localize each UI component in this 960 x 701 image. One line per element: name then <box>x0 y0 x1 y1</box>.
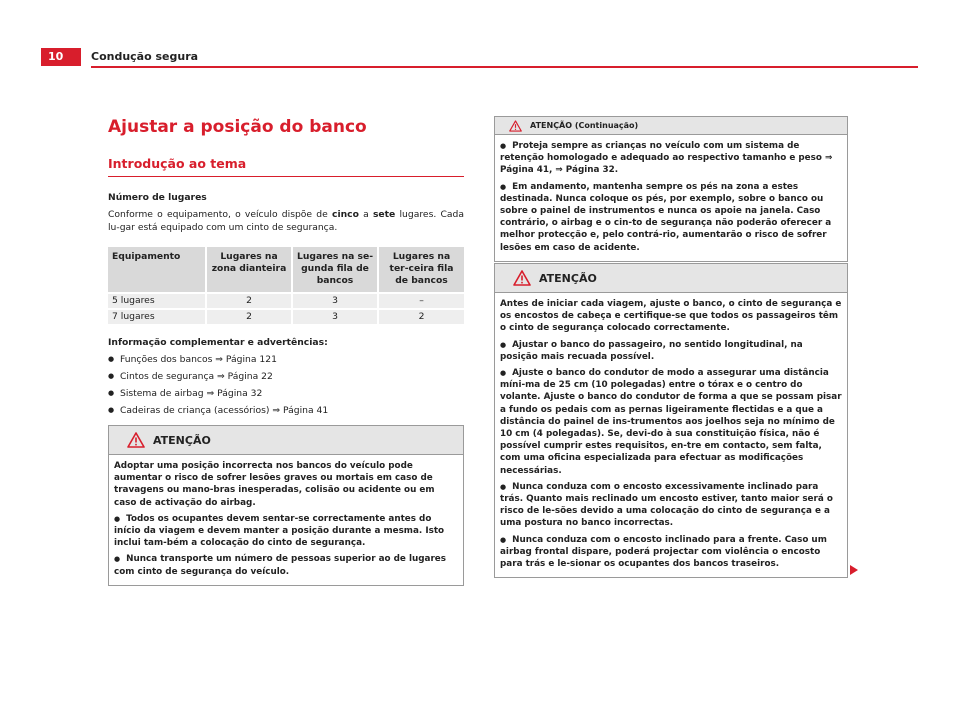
warning-bullet: ● Em andamento, mantenha sempre os pés na zona a estes destinada. Nunca coloque os pés, por exemplo, sobre o banco ou sobre o painel de instrumentos e nunca os apoie na janela. Caso contrário, o airbag e o cin-to de segurança não poderão oferecer a melhor protecção e, pelo contrá-rio, aumentarão o risco de sofrer lesões em caso de acidente. <box>500 181 842 254</box>
table-row <box>108 293 464 309</box>
reference-link[interactable]: ● Funções dos bancos ⇒ Página 121 <box>108 353 464 366</box>
reference-link[interactable]: ● Cadeiras de criança (acessórios) ⇒ Página 41 <box>108 404 464 417</box>
warning-bullet: ● Nunca conduza com o encosto inclinado para a frente. Caso um airbag frontal dispare, poderá projectar com violência o encosto para trás e le-sionar os ocupantes dos bancos traseiros. <box>500 534 842 571</box>
warning-bullet: ● Todos os ocupantes devem sentar-se correctamente antes do início da viagem e devem manter a posição durante a mesma. Isto inclui tam-bém a colocação do cinto de segurança. <box>114 513 458 550</box>
warning-box-continuation <box>494 116 848 262</box>
left-column <box>108 116 464 421</box>
subtitle: Introdução ao tema <box>108 156 464 177</box>
warning-body <box>109 455 463 585</box>
seats-heading: Número de lugares <box>108 192 207 203</box>
section-title: Condução segura <box>91 50 199 63</box>
warning-triangle-icon <box>127 432 145 448</box>
warning-triangle-icon <box>509 120 522 132</box>
reference-link[interactable]: ● Cintos de segurança ⇒ Página 22 <box>108 370 464 383</box>
page-title: Ajustar a posição do banco <box>108 117 367 137</box>
warning-header <box>495 264 847 293</box>
warning-triangle-icon <box>513 270 531 286</box>
table-cell: 3 <box>292 293 378 309</box>
warning-title: ATENÇÃO (Continuação) <box>530 121 639 130</box>
table-row <box>108 309 464 324</box>
table-cell: 5 lugares <box>108 293 206 309</box>
warning-header <box>109 426 463 455</box>
table-header-row <box>108 247 464 293</box>
info-heading: Informação complementar e advertências: <box>108 337 328 348</box>
warning-title: ATENÇÃO <box>539 271 597 285</box>
table-cell: 7 lugares <box>108 309 206 324</box>
warning-title: ATENÇÃO <box>153 433 211 447</box>
table-cell: 2 <box>378 309 464 324</box>
warning-body <box>495 135 847 261</box>
warning-intro: Adoptar uma posição incorrecta nos bancos do veículo pode aumentar o risco de sofrer lesões graves ou mortais em caso de travagens ou mano-bras inesperadas, colisão ou acidente ou em caso de activação do airbag. <box>114 461 435 508</box>
warning-box-seating <box>108 425 464 586</box>
warning-bullet: ● Ajustar o banco do passageiro, no sentido longitudinal, na posição mais recuada possível. <box>500 339 842 363</box>
seats-table <box>108 247 464 324</box>
warning-bullet: ● Ajuste o banco do condutor de modo a assegurar uma distância míni-ma de 25 cm (10 polegadas) entre o tórax e o centro do volante. Ajuste o banco do condutor de forma a que se possam pisar a fundo os pedais com as pernas ligeiramente flectidas e a que a distância do painel de ins-trumentos aos joelhos seja no mínimo de 10 cm (4 polegadas). Se, devi-do à sua constituição física, não é possível cumprir estes requisitos, en-tre em contacto, sem falta, com uma oficina especializada para efectuar as modificações necessárias. <box>500 367 842 477</box>
warning-box-adjustment <box>494 263 848 578</box>
table-cell: 2 <box>206 293 292 309</box>
table-header: Lugares na zona dianteira <box>206 247 292 293</box>
warning-intro: Antes de iniciar cada viagem, ajuste o banco, o cinto de segurança e os encostos de cabeça e certifique-se que todos os passageiros têm o cinto de segurança colocado correctamente. <box>500 299 842 334</box>
table-cell: 2 <box>206 309 292 324</box>
warning-bullet: ● Nunca conduza com o encosto excessivamente inclinado para trás. Quanto mais reclinado um encosto estiver, tanto maior será o risco de le-sões devido a uma colocação do cinto de segurança e a uma postura no banco incorrectas. <box>500 481 842 530</box>
warning-bullet: ● Proteja sempre as crianças no veículo com um sistema de retenção homologado e adequado ao respectivo tamanho e peso ⇒ Página 41, ⇒ Página 32. <box>500 140 842 177</box>
intro-paragraph: Conforme o equipamento, o veículo dispõe de cinco a sete lugares. Cada lu-gar está equipado com um cinto de segurança. <box>108 209 464 233</box>
warning-header <box>495 117 847 135</box>
table-header: Equipamento <box>108 247 206 293</box>
table-header: Lugares na se-gunda fila de bancos <box>292 247 378 293</box>
warning-bullet: ● Nunca transporte um número de pessoas superior ao de lugares com cinto de segurança do veículo. <box>114 553 458 577</box>
reference-link[interactable]: ● Sistema de airbag ⇒ Página 32 <box>108 387 464 400</box>
reference-list <box>108 353 464 417</box>
table-header: Lugares na ter-ceira fila de bancos <box>378 247 464 293</box>
warning-body <box>495 293 847 577</box>
table-cell: 3 <box>292 309 378 324</box>
next-page-arrow-icon[interactable] <box>850 565 858 575</box>
table-cell: – <box>378 293 464 309</box>
page-number: 10 <box>41 48 81 66</box>
header-rule <box>91 66 918 68</box>
